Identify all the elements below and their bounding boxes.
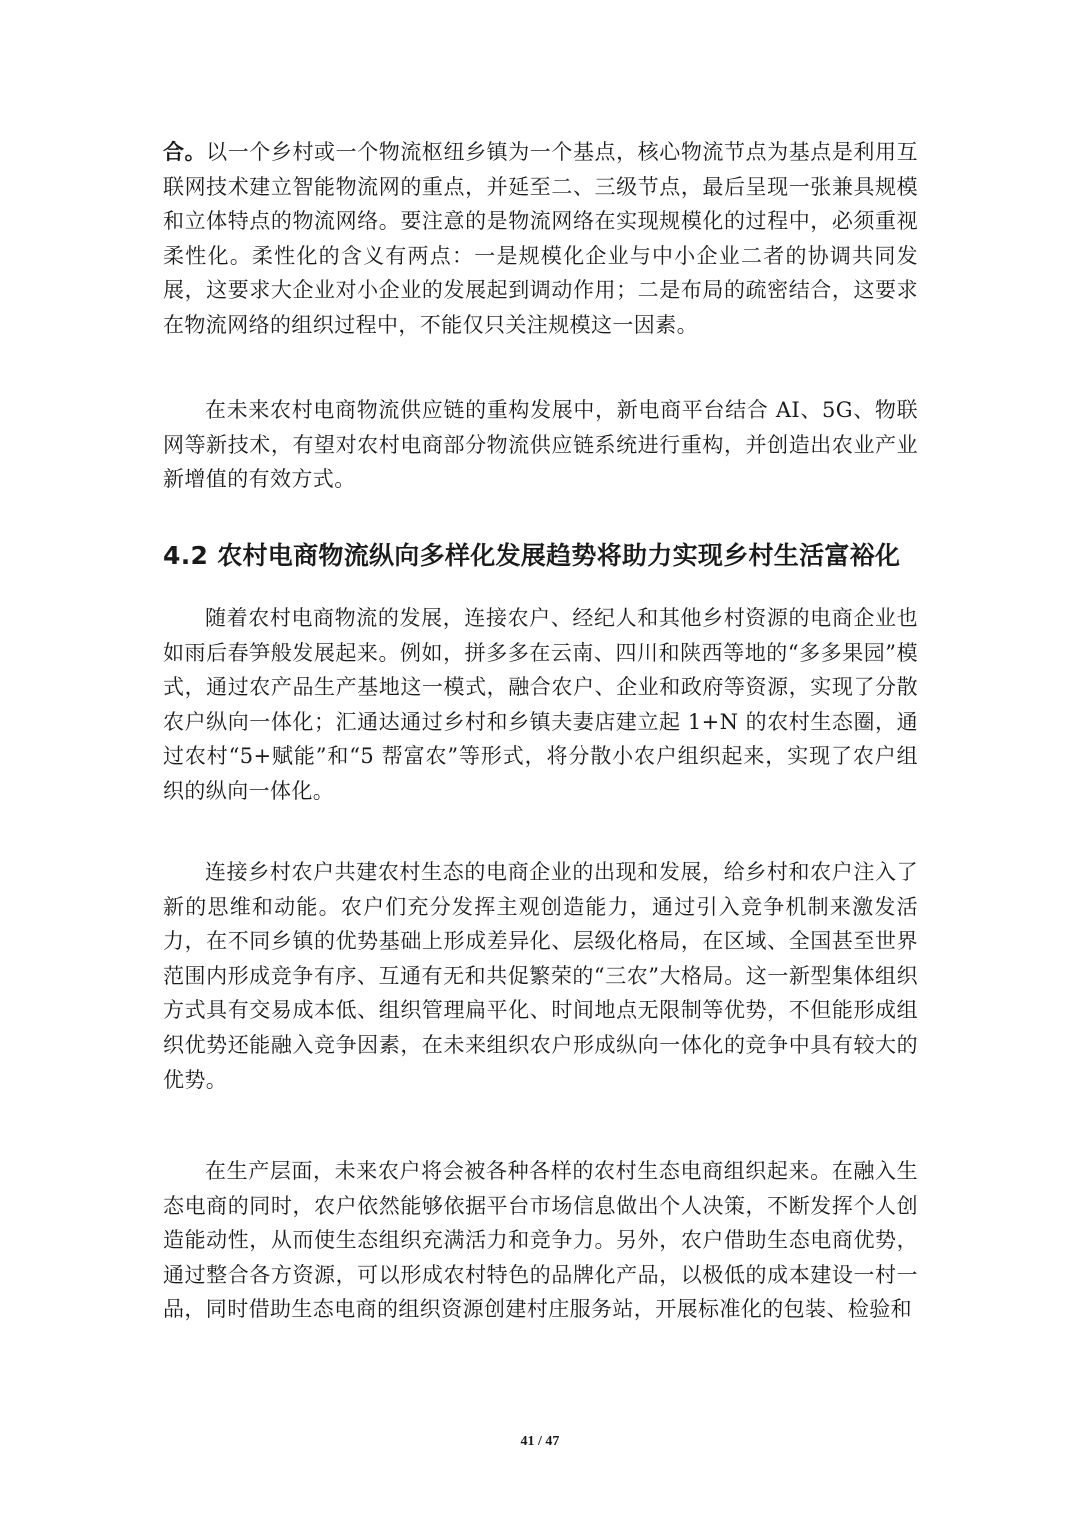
paragraph-3: 随着农村电商物流的发展，连接农户、经纪人和其他乡村资源的电商企业也如雨后春笋般发展起来。例如，拼多多在云南、四川和陕西等地的“多多果园”模式，通过农产品生产基地这一模式，融合农户、企业和政府等资源，实现了分散农户纵向一体化；汇通达通过乡村和乡镇夫妻店建立起 1+N 的农村生态圈，通过农村“5+赋能”和“5 帮富农”等形式，将分散小农户组织起来，实现了农户组织的纵向一体化。 <box>163 606 918 803</box>
paragraph-4: 连接乡村农户共建农村生态的电商企业的出现和发展，给乡村和农户注入了新的思维和动能。农户们充分发挥主观创造能力，通过引入竞争机制来激发活力，在不同乡镇的优势基础上形成差异化、层级化格局，在区域、全国甚至世界范围内形成竞争有序、互通有无和共促繁荣的“三农”大格局。这一新型集体组织方式具有交易成本低、组织管理扁平化、时间地点无限制等优势，不但能形成组织优势还能融入竞争因素，在未来组织农户形成纵向一体化的竞争中具有较大的优势。 <box>163 860 918 1092</box>
section-heading: 4.2 农村电商物流纵向多样化发展趋势将助力实现乡村生活富裕化 <box>163 541 901 570</box>
paragraph-1 <box>163 135 918 343</box>
paragraph-5: 在生产层面，未来农户将会被各种各样的农村生态电商组织起来。在融入生态电商的同时，农户依然能够依据平台市场信息做出个人决策，不断发挥个人创造能动性，从而使生态组织充满活力和竞争力。另外，农户借助生态电商优势，通过整合各方资源，可以形成农村特色的品牌化产品，以极低的成本建设一村一品，同时借助生态电商的组织资源创建村庄服务站，开展标准化的包装、检验和 <box>163 1159 918 1322</box>
paragraph-1-text: 以一个乡村或一个物流枢纽乡镇为一个基点，核心物流节点为基点是利用互联网技术建立智能物流网的重点，并延至二、三级节点，最后呈现一张兼具规模和立体特点的物流网络。要注意的是物流网络在实现规模化的过程中，必须重视柔性化。柔性化的含义有两点：一是规模化企业与中小企业二者的协调共同发展，这要求大企业对小企业的发展起到调动作用；二是布局的疏密结合，这要求在物流网络的组织过程中，不能仅只关注规模这一因素。 <box>163 140 918 337</box>
paragraph-2: 在未来农村电商物流供应链的重构发展中，新电商平台结合 AI、5G、物联网等新技术，有望对农村电商部分物流供应链系统进行重构，并创造出农业产业新增值的有效方式。 <box>163 398 918 492</box>
page-number: 41 / 47 <box>520 1434 560 1449</box>
paragraph-1-lead-bold: 合。 <box>163 139 207 164</box>
